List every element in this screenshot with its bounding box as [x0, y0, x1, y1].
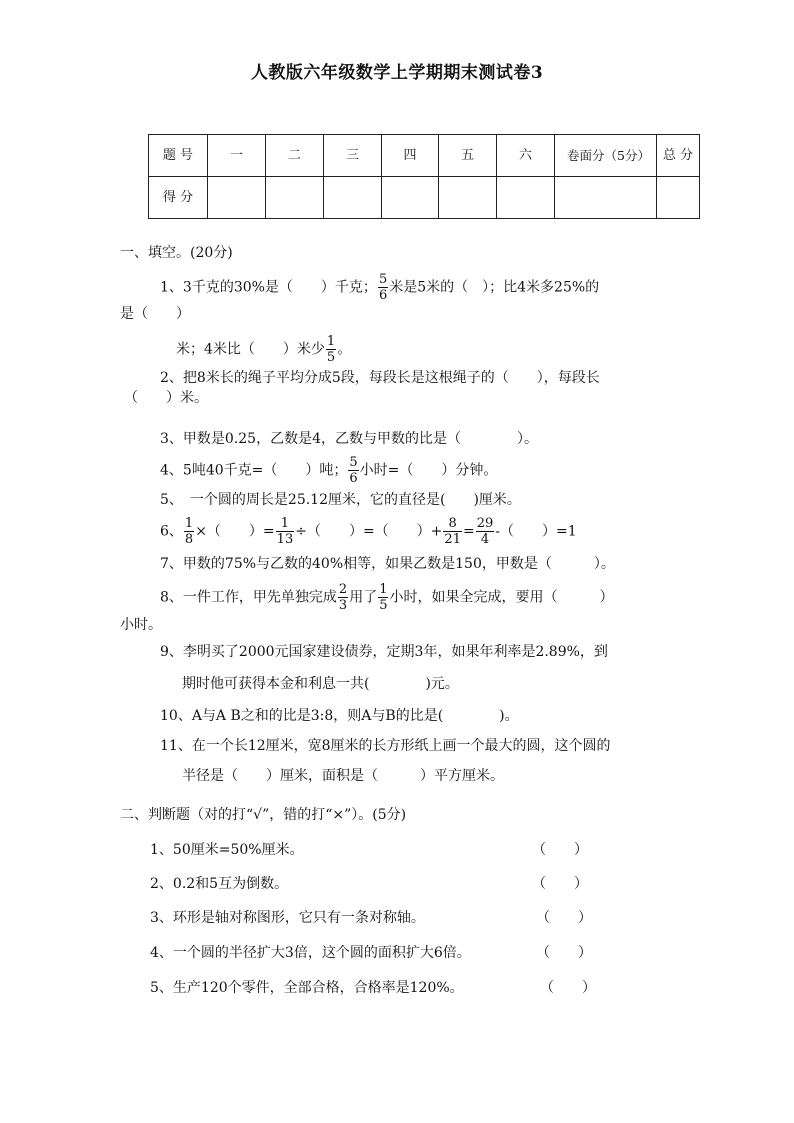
score-cell[interactable] — [324, 177, 382, 219]
fraction: $\frac{1}{5}$ — [326, 334, 336, 365]
question-11-line-2: 半径是（ ）厘米，面积是（ ）平方厘米。 — [182, 768, 504, 784]
score-header-cell: 六 — [497, 135, 555, 177]
score-cell[interactable] — [208, 177, 266, 219]
score-header-cell: 四 — [382, 135, 439, 177]
answer-paren[interactable]: （ ） — [540, 980, 596, 996]
q6-text: -（ ）=1 — [495, 523, 577, 540]
fraction: $\frac{5}{6}$ — [378, 272, 388, 303]
score-header-cell: 卷面分（5分） — [555, 135, 657, 177]
q4-text: 4、5吨40千克=（ ）吨； — [160, 462, 348, 479]
section1-heading: 一、填空。(20分) — [120, 245, 233, 261]
question-5: 5、 一个圆的周长是25.12厘米，它的直径是( )厘米。 — [160, 492, 521, 508]
question-4 — [160, 455, 497, 486]
fraction: $\frac{1}{5}$ — [379, 582, 388, 613]
score-cell[interactable] — [439, 177, 497, 219]
question-9-line-2: 期时他可获得本金和利息一共( )元。 — [182, 676, 459, 692]
score-header-cell: 总 分 — [657, 135, 700, 177]
q1-text: 米；4米比（ ）米少 — [176, 341, 325, 358]
fraction: $\frac{1}{8}$ — [184, 516, 194, 547]
q8-text: 8、一件工作，甲先单独完成 — [160, 589, 337, 606]
page-title: 人教版六年级数学上学期期末测试卷3 — [250, 63, 544, 83]
section2-heading: 二、判断题（对的打“√”，错的打“×”）。(5分) — [120, 807, 407, 823]
question-9-line-1: 9、李明买了2000元国家建设债券，定期3年，如果年利率是2.89%，到 — [160, 644, 608, 660]
question-11-line-1: 11、在一个长12厘米，宽8厘米的长方形纸上画一个最大的圆，这个圆的 — [160, 738, 611, 754]
fraction: $\frac{8}{21}$ — [444, 516, 461, 547]
answer-paren[interactable]: （ ） — [536, 910, 592, 926]
question-2-line-1: 2、把8米长的绳子平均分成5段，每段长是这根绳子的（ ），每段长 — [160, 370, 600, 386]
question-1-line-2: 是（ ） — [120, 306, 190, 322]
score-cell[interactable] — [266, 177, 324, 219]
q8-text: 小时，如果全完成，要用（ ） — [389, 589, 614, 606]
score-header-cell: 五 — [439, 135, 497, 177]
score-row-label: 得 分 — [149, 177, 208, 219]
question-1-line-1 — [160, 272, 599, 303]
fraction: $\frac{5}{6}$ — [349, 455, 358, 486]
score-cell[interactable] — [497, 177, 555, 219]
q6-prefix: 6、 — [160, 523, 183, 540]
judge-item-5: 5、生产120个零件，全部合格，合格率是120%。 — [150, 980, 464, 996]
q4-text: 小时=（ ）分钟。 — [359, 462, 498, 479]
q6-text: ×（ ）= — [195, 523, 275, 540]
answer-paren[interactable]: （ ） — [536, 945, 592, 961]
judge-item-1: 1、50厘米=50%厘米。 — [150, 842, 304, 858]
question-7: 7、甲数的75%与乙数的40%相等，如果乙数是150，甲数是（ ）。 — [160, 556, 615, 572]
q1-text: 1、3千克的30%是（ ）千克； — [160, 279, 377, 296]
score-header-cell: 三 — [324, 135, 382, 177]
score-table — [148, 134, 700, 219]
q1-text: 。 — [337, 341, 352, 358]
fraction: $\frac{2}{3}$ — [338, 582, 348, 613]
score-cell[interactable] — [657, 177, 700, 219]
judge-item-4: 4、一个圆的半径扩大3倍，这个圆的面积扩大6倍。 — [150, 945, 471, 961]
answer-paren[interactable]: （ ） — [532, 876, 588, 892]
q1-text: 米是5米的（ ）；比4米多25%的 — [389, 279, 600, 296]
question-3: 3、甲数是0.25，乙数是4，乙数与甲数的比是（ ）。 — [160, 431, 538, 447]
question-10: 10、A与A B之和的比是3:8，则A与B的比是( )。 — [160, 708, 519, 724]
score-cell[interactable] — [382, 177, 439, 219]
question-2-line-2: （ ）米。 — [124, 390, 208, 406]
question-1-line-3 — [176, 334, 351, 365]
q8-text: 用了 — [349, 589, 378, 606]
score-cell[interactable] — [555, 177, 657, 219]
score-table-score-row — [149, 177, 700, 219]
question-8-line-2: 小时。 — [120, 617, 162, 633]
score-header-cell: 二 — [266, 135, 324, 177]
fraction: $\frac{29}{4}$ — [476, 516, 494, 547]
score-header-cell: 一 — [208, 135, 266, 177]
answer-paren[interactable]: （ ） — [532, 842, 588, 858]
question-8-line-1 — [160, 582, 613, 613]
q6-text: = — [462, 523, 475, 540]
q6-text: ÷（ ）=（ ）+ — [295, 523, 443, 540]
question-6 — [160, 516, 577, 547]
judge-item-3: 3、环形是轴对称图形，它只有一条对称轴。 — [150, 910, 425, 926]
score-header-cell: 题 号 — [149, 135, 208, 177]
score-table-header-row — [149, 135, 700, 177]
judge-item-2: 2、0.2和5互为倒数。 — [150, 876, 289, 892]
fraction: $\frac{1}{13}$ — [276, 516, 294, 547]
